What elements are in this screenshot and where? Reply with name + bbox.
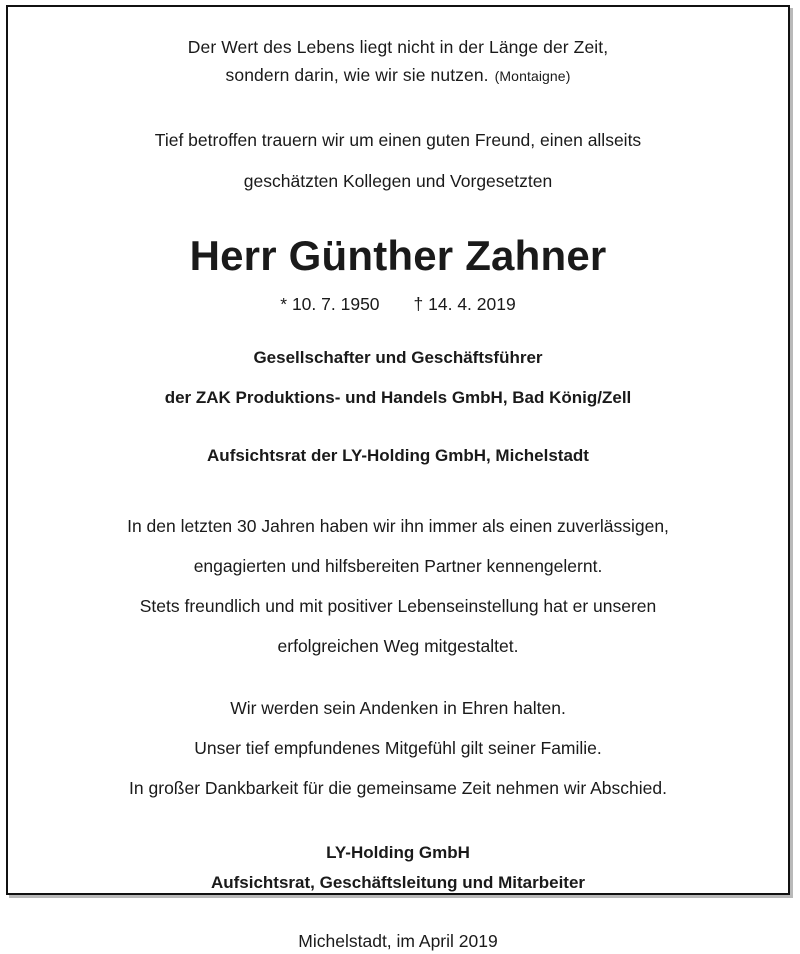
role-line-2: der ZAK Produktions- und Handels GmbH, Bad König/Zell bbox=[164, 388, 632, 407]
signature-company: LY-Holding GmbH bbox=[326, 843, 470, 862]
roles-block bbox=[56, 338, 740, 476]
death-date: † 14. 4. 2019 bbox=[413, 294, 516, 314]
quote-line-1: Der Wert des Lebens liegt nicht in der Länge der Zeit, bbox=[187, 37, 609, 57]
farewell-line-3: In großer Dankbarkeit für die gemeinsame Zeit nehmen wir Abschied. bbox=[129, 778, 667, 798]
tribute-line-3: Stets freundlich und mit positiver Lebenseinstellung hat er unseren bbox=[139, 596, 657, 616]
signature-block bbox=[56, 838, 740, 898]
tribute-line-2: engagierten und hilfsbereiten Partner kennengelernt. bbox=[193, 556, 603, 576]
notice-frame bbox=[6, 5, 790, 951]
epitaph-quote bbox=[56, 33, 740, 90]
place-and-date: Michelstadt, im April 2019 bbox=[298, 931, 498, 951]
farewell-line-2: Unser tief empfundenes Mitgefühl gilt seiner Familie. bbox=[194, 738, 602, 758]
quote-line-2: sondern darin, wie wir sie nutzen. bbox=[225, 65, 489, 85]
role-line-1: Gesellschafter und Geschäftsführer bbox=[253, 348, 543, 367]
tribute-text bbox=[56, 506, 740, 666]
deceased-name: Herr Günther Zahner bbox=[189, 232, 607, 279]
quote-attribution: (Montaigne) bbox=[494, 68, 571, 84]
intro-line-2: geschätzten Kollegen und Vorgesetzten bbox=[243, 171, 553, 191]
farewell-line-1: Wir werden sein Andenken in Ehren halten. bbox=[230, 698, 566, 718]
signature-persons: Aufsichtsrat, Geschäftsleitung und Mitarbeiter bbox=[210, 873, 586, 892]
role-line-3: Aufsichtsrat der LY-Holding GmbH, Michelstadt bbox=[207, 446, 589, 465]
farewell-text bbox=[56, 688, 740, 808]
tribute-line-1: In den letzten 30 Jahren haben wir ihn immer als einen zuverlässigen, bbox=[127, 516, 669, 536]
notice-content bbox=[8, 7, 788, 951]
intro-text bbox=[56, 120, 740, 202]
life-dates bbox=[56, 291, 740, 317]
birth-date: * 10. 7. 1950 bbox=[280, 294, 380, 314]
tribute-line-4: erfolgreichen Weg mitgestaltet. bbox=[277, 636, 519, 656]
intro-line-1: Tief betroffen trauern wir um einen guten Freund, einen allseits bbox=[154, 130, 642, 150]
roles-spacer bbox=[56, 418, 740, 436]
